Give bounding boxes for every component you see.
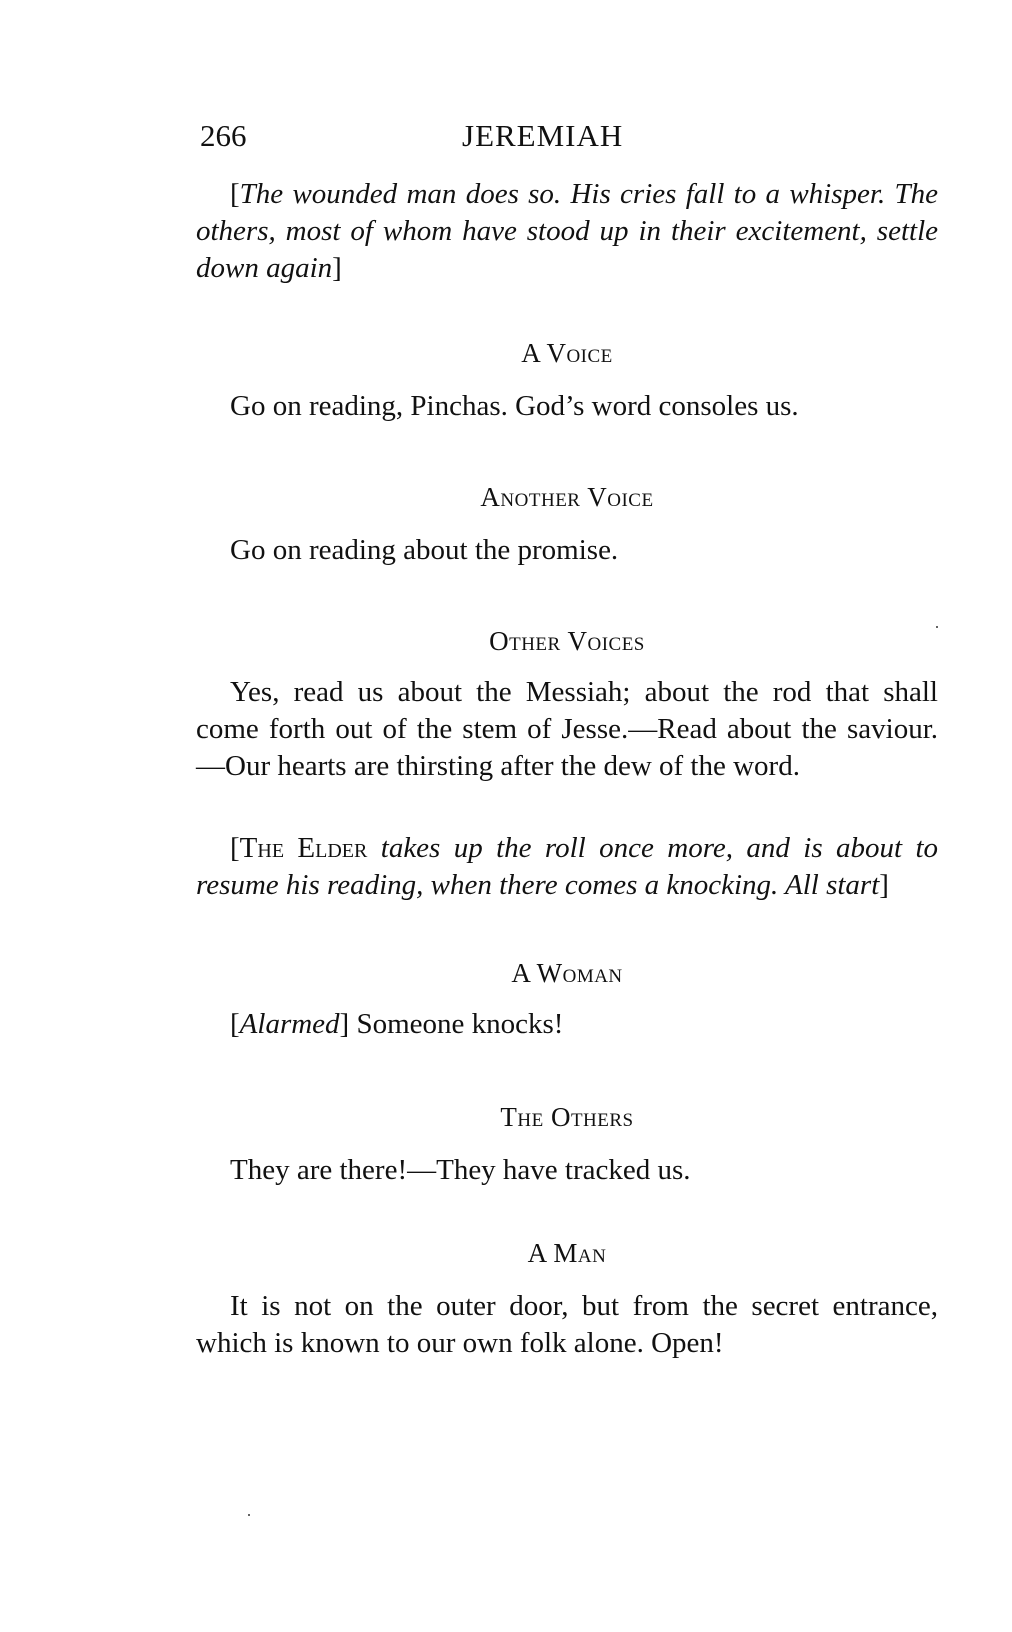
bracket-open: [ [230, 1008, 240, 1040]
stage-direction-text: takes up the roll once more, and is about to resume his reading, when there comes a knocking. All start [196, 832, 939, 901]
speaker-a-man: A Man [527, 1238, 607, 1268]
stage-direction-alarmed: Alarmed [239, 1008, 340, 1040]
speech-text: Someone knocks! [349, 1008, 564, 1040]
speech-the-others: They are there!—They have tracked us. [230, 1154, 691, 1186]
stage-direction-name: The Elder [239, 832, 368, 864]
stage-direction-wounded-man [196, 176, 938, 287]
bracket-close: ] [339, 1008, 350, 1040]
paper-speck [936, 626, 938, 628]
speaker-other-voices: Other Voices [489, 626, 645, 656]
speech-a-woman [196, 1006, 938, 1043]
bracket-close: ] [332, 252, 342, 284]
stage-direction-elder [196, 830, 938, 904]
page-number: 266 [200, 118, 247, 153]
paper-speck [248, 1514, 250, 1516]
stage-direction-text: The wounded man does so. His cries fall to a whisper. The others, most of whom have stood up in their excitement, settle down again [196, 178, 938, 284]
page-header [200, 118, 940, 162]
speech-other-voices: Yes, read us about the Messiah; about the rod that shall come forth out of the stem of Jesse.—Read about the saviour.—Our hearts are thirsting after the dew of the word. [196, 676, 938, 782]
speaker-the-others: The Others [500, 1102, 634, 1132]
bracket-close: ] [879, 869, 889, 901]
speech-a-voice: Go on reading, Pinchas. God’s word consoles us. [230, 390, 799, 422]
bracket-open: [ [230, 178, 240, 210]
speaker-a-woman: A Woman [511, 958, 623, 988]
bracket-open: [ [230, 832, 240, 864]
running-title: JEREMIAH [462, 118, 624, 153]
speech-another-voice: Go on reading about the promise. [230, 534, 619, 566]
speech-a-man: It is not on the outer door, but from the secret entrance, which is known to our own folk alone. Open! [196, 1290, 938, 1359]
speaker-another-voice: Another Voice [480, 482, 654, 512]
speaker-a-voice: A Voice [521, 338, 613, 368]
